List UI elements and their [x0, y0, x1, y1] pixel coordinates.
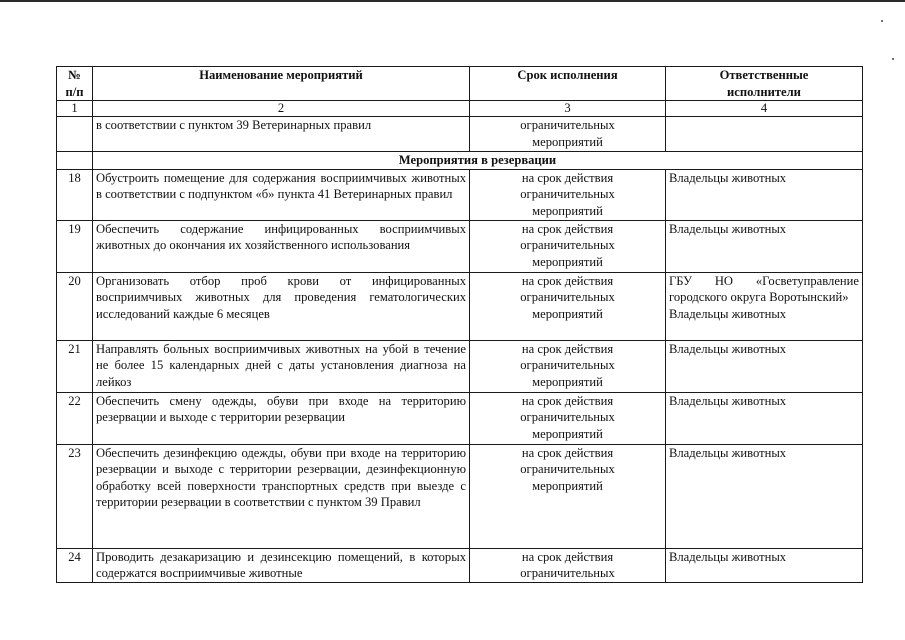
table-row: [57, 340, 863, 392]
responsible-org: ГБУ НО «Госветуправление городского округа Воротынский»: [669, 273, 859, 304]
measure-name: Проводить дезакаризацию и дезинсекцию помещений, в которых содержатся восприимчивые животные: [93, 548, 470, 582]
measure-responsible: Владельцы животных: [666, 548, 863, 582]
header-name: Наименование мероприятий: [93, 67, 470, 101]
row-number: 18: [57, 169, 93, 220]
measure-responsible: [666, 272, 863, 340]
measure-term: на срок действия ограничительных мероприятий: [470, 169, 666, 220]
measure-name: Обеспечить дезинфекцию одежды, обуви при входе на территорию резервации и выходе с территории резервации, дезинфекционную обработку всей поверхности транспортных средств при выезде с территории резервации в соответствии с пунктом 39 Правил: [93, 444, 470, 548]
responsible-owners: Владельцы животных: [669, 306, 787, 321]
measure-responsible: Владельцы животных: [666, 220, 863, 272]
scan-top-edge: [0, 0, 905, 2]
measure-name: в соответствии с пунктом 39 Ветеринарных правил: [93, 117, 470, 152]
table-row: [57, 220, 863, 272]
measure-term: на срок действия ограничительных мероприятий: [470, 392, 666, 444]
measure-responsible: Владельцы животных: [666, 444, 863, 548]
measure-term: на срок действия ограничительных: [470, 548, 666, 582]
row-number: 19: [57, 220, 93, 272]
row-number: 23: [57, 444, 93, 548]
measure-name: Организовать отбор проб крови от инфицированных восприимчивых животных для проведения гематологических исследований каждые 6 месяцев: [93, 272, 470, 340]
column-number-row: [57, 101, 863, 117]
row-number: 21: [57, 340, 93, 392]
table-row: [57, 272, 863, 340]
table-header-row: [57, 67, 863, 101]
table-row: [57, 548, 863, 582]
column-number: 2: [93, 101, 470, 117]
measures-table: [56, 66, 863, 583]
measure-term: на срок действия ограничительных мероприятий: [470, 340, 666, 392]
header-number: № п/п: [57, 67, 93, 101]
header-term: Срок исполнения: [470, 67, 666, 101]
measure-responsible: Владельцы животных: [666, 392, 863, 444]
section-title: Мероприятия в резервации: [93, 152, 863, 170]
measure-term: ограничительных мероприятий: [470, 117, 666, 152]
measure-responsible: [666, 117, 863, 152]
table-row: [57, 169, 863, 220]
measure-name: Обеспечить смену одежды, обуви при входе на территорию резервации и выходе с территории резервации: [93, 392, 470, 444]
column-number: 1: [57, 101, 93, 117]
scan-speck: [881, 20, 883, 22]
measure-term: на срок действия ограничительных мероприятий: [470, 444, 666, 548]
measure-term: на срок действия ограничительных мероприятий: [470, 272, 666, 340]
scan-speck: [892, 58, 894, 60]
row-number: 20: [57, 272, 93, 340]
measure-name: Направлять больных восприимчивых животных на убой в течение не более 15 календарных дней с даты установления диагноза на лейкоз: [93, 340, 470, 392]
table-row: [57, 444, 863, 548]
row-number: [57, 117, 93, 152]
measure-name: Обустроить помещение для содержания восприимчивых животных в соответствии с подпунктом «б» пункта 41 Ветеринарных правил: [93, 169, 470, 220]
table-row: [57, 392, 863, 444]
document-page: [56, 66, 862, 583]
row-number: 24: [57, 548, 93, 582]
section-row: [57, 152, 863, 170]
measure-responsible: Владельцы животных: [666, 340, 863, 392]
continuation-row: [57, 117, 863, 152]
measure-name: Обеспечить содержание инфицированных восприимчивых животных до окончания их хозяйственного использования: [93, 220, 470, 272]
header-responsible: Ответственные исполнители: [666, 67, 863, 101]
column-number: 3: [470, 101, 666, 117]
measure-term: на срок действия ограничительных мероприятий: [470, 220, 666, 272]
measure-responsible: Владельцы животных: [666, 169, 863, 220]
column-number: 4: [666, 101, 863, 117]
row-number: 22: [57, 392, 93, 444]
section-spacer: [57, 152, 93, 170]
